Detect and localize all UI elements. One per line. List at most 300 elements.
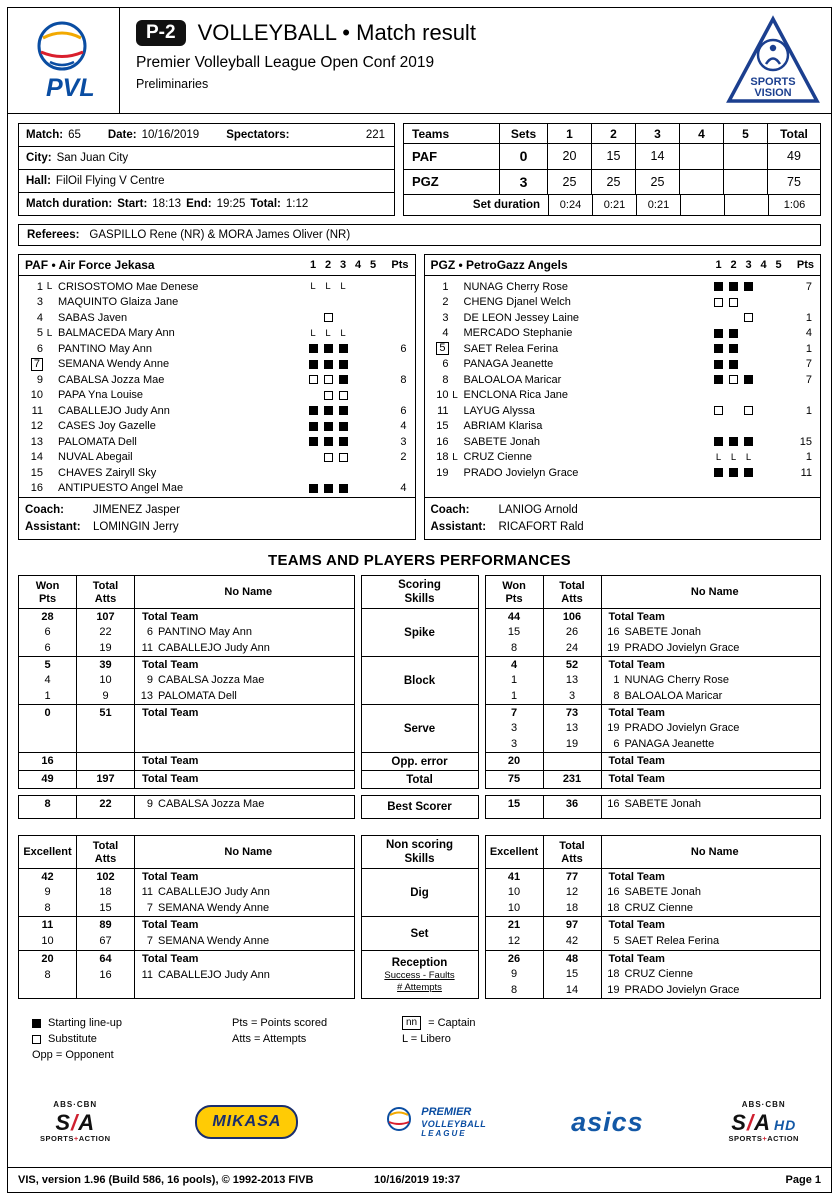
player-name: PALOMATA Dell xyxy=(58,435,137,448)
atts-value: 36 xyxy=(565,798,579,810)
set-mark xyxy=(741,313,756,322)
player-points: 1 xyxy=(805,311,812,324)
player-name: DE LEON Jessey Laine xyxy=(463,311,580,324)
player-row xyxy=(431,295,815,311)
total-points: 75 xyxy=(787,174,801,189)
set-mark: L xyxy=(325,281,331,293)
score-table xyxy=(403,123,821,216)
assistant-name: RICAFORT Rald xyxy=(498,520,584,533)
team-score-row xyxy=(404,170,820,196)
won-value: 1 xyxy=(510,674,518,687)
atts-column xyxy=(544,951,602,998)
player-row xyxy=(431,388,815,404)
won-value: 5 xyxy=(44,659,51,671)
starting-square xyxy=(729,329,738,338)
set-mark: L xyxy=(340,327,346,339)
start-value: 18:13 xyxy=(152,198,182,210)
player-number: 2 xyxy=(442,296,449,309)
sports-action-text xyxy=(40,1135,110,1144)
set-column-header: 2 xyxy=(730,259,737,271)
set-column-header: 5 xyxy=(369,259,377,271)
page-code-badge: P-2 xyxy=(136,20,186,46)
player-number: 4 xyxy=(36,311,43,324)
sa-hd-sports: SPORTS xyxy=(728,1133,763,1143)
starting-square xyxy=(309,406,318,415)
player-points: 7 xyxy=(805,373,812,386)
performances-title: TEAMS AND PLAYERS PERFORMANCES xyxy=(268,552,571,569)
perf-section xyxy=(19,608,354,656)
set-mark xyxy=(741,468,756,477)
set-marks xyxy=(306,313,381,322)
assistant-name: LOMINGIN Jerry xyxy=(93,520,179,533)
player-number: 9 xyxy=(146,798,153,810)
total-team-label: Total Team xyxy=(142,611,199,623)
set-mark: L xyxy=(730,451,737,463)
set-mark xyxy=(351,391,366,400)
name-cell xyxy=(602,952,821,967)
skill-cell xyxy=(362,704,478,752)
set-mark xyxy=(321,422,336,431)
legend-text: Atts = Attempts xyxy=(232,1033,307,1045)
player-number: 18 xyxy=(436,451,449,464)
atts-header xyxy=(77,576,135,608)
set-mark xyxy=(306,422,321,431)
set-mark xyxy=(306,406,321,415)
starting-square xyxy=(324,406,333,415)
name-cell xyxy=(602,689,821,704)
pvl-line-premier: PREMIER xyxy=(421,1105,472,1118)
player-number: 16 xyxy=(607,798,620,810)
header-line: Total xyxy=(92,839,119,852)
pvl-logo-graphic xyxy=(20,16,108,106)
won-value: 8 xyxy=(510,641,518,654)
perf-section xyxy=(486,796,821,818)
set-mark xyxy=(321,313,336,322)
player-number: 11 xyxy=(437,404,449,417)
substitute-square xyxy=(714,406,723,415)
asics-logo: asics xyxy=(571,1106,644,1137)
sponsor-logos xyxy=(18,1093,821,1151)
starting-square xyxy=(729,437,738,446)
starting-square xyxy=(324,360,333,369)
sa-s: S xyxy=(55,1109,72,1135)
sports-action-hd-text xyxy=(728,1135,798,1144)
won-column xyxy=(486,609,544,656)
match-info-box xyxy=(18,123,395,216)
start-label: Start: xyxy=(117,198,148,210)
player-number: 11 xyxy=(141,641,153,654)
atts-value: 106 xyxy=(562,611,582,623)
starting-square xyxy=(309,344,318,353)
libero-mark: L xyxy=(46,281,53,293)
skill-label: # Attempts xyxy=(397,981,442,993)
skill-label: Dig xyxy=(410,886,429,899)
won-column xyxy=(486,657,544,704)
coach-label: Assistant: xyxy=(430,520,487,533)
player-list xyxy=(425,276,821,497)
starting-square xyxy=(729,282,738,291)
sa-mark xyxy=(40,1110,110,1135)
set-mark xyxy=(321,344,336,353)
player-name: BALMACEDA Mary Ann xyxy=(58,327,175,340)
player-points: 8 xyxy=(400,373,407,386)
set-mark xyxy=(306,437,321,446)
hall-label: Hall: xyxy=(26,175,51,187)
sa-slash: / xyxy=(71,1109,79,1135)
set-mark xyxy=(726,406,741,415)
set-marks xyxy=(306,391,381,400)
starting-square xyxy=(339,484,348,493)
set-duration-value xyxy=(725,195,769,215)
atts-column xyxy=(77,753,135,770)
won-column xyxy=(19,771,77,788)
set-mark xyxy=(771,468,786,477)
non-scoring-skills-column xyxy=(361,835,479,999)
total-team-label: Total Team xyxy=(608,773,665,785)
player-number: 14 xyxy=(30,451,43,464)
name-cell xyxy=(602,967,821,982)
player-number: 7 xyxy=(146,901,153,914)
player-number: 8 xyxy=(442,373,449,386)
date-label: Date: xyxy=(107,129,137,141)
name-cell xyxy=(135,934,354,950)
header-line: No Name xyxy=(224,586,273,598)
won-value: 4 xyxy=(44,674,51,687)
sets-won: 0 xyxy=(500,144,548,169)
substitute-square xyxy=(729,298,738,307)
abscbn-hd-text: ABS·CBN xyxy=(741,1100,786,1110)
non-scoring-left-column xyxy=(18,835,355,999)
vis-version: VIS, version 1.96 (Build 586, 16 pools), © 1992-2013 FIVB xyxy=(18,1174,314,1186)
perf-header xyxy=(19,836,354,868)
player-name: MERCADO Stephanie xyxy=(463,327,573,340)
referees-label: Referees: xyxy=(27,229,80,241)
legend-item xyxy=(32,1015,232,1031)
won-value: 1 xyxy=(510,689,518,702)
sa-hd-slash: / xyxy=(746,1109,755,1135)
set-number-header: 4 xyxy=(680,124,724,143)
atts-value: 67 xyxy=(99,934,112,947)
player-name: CABALSA Jozza Mae xyxy=(158,798,265,810)
sa-hd-s: S xyxy=(731,1109,747,1135)
team-score-row xyxy=(404,144,820,170)
won-value: 1 xyxy=(44,689,51,702)
name-cell xyxy=(602,772,821,788)
sa-sports: SPORTS xyxy=(40,1133,74,1143)
player-row xyxy=(25,419,409,435)
player-number: 9 xyxy=(36,373,43,386)
set-mark xyxy=(306,313,321,322)
team-roster xyxy=(18,254,416,540)
set-score xyxy=(680,144,724,169)
set-mark xyxy=(741,329,756,338)
pvl-line-league: LEAGUE xyxy=(421,1128,467,1138)
won-value: 20 xyxy=(507,755,521,767)
set-mark xyxy=(771,437,786,446)
substitute-square xyxy=(309,375,318,384)
starting-square xyxy=(339,375,348,384)
starting-square xyxy=(714,468,723,477)
name-column xyxy=(602,796,821,818)
won-value: 3 xyxy=(510,722,518,735)
set-number-header: 5 xyxy=(724,124,768,143)
set-mark xyxy=(741,360,756,369)
atts-column xyxy=(544,771,602,788)
set-score: 14 xyxy=(636,144,680,169)
set-mark xyxy=(756,360,771,369)
won-column xyxy=(19,705,77,752)
set-number-header: 1 xyxy=(548,124,592,143)
set-mark xyxy=(366,484,381,493)
set-mark xyxy=(366,375,381,384)
starting-square xyxy=(714,360,723,369)
total-header: Total xyxy=(780,126,808,141)
legend-column-captain xyxy=(402,1015,476,1063)
set-mark xyxy=(756,313,771,322)
name-column xyxy=(135,705,354,752)
player-number: 19 xyxy=(607,722,620,735)
player-number: 9 xyxy=(146,674,153,687)
legend-item xyxy=(32,1031,232,1047)
coach-label: Coach: xyxy=(430,503,470,516)
city-value: San Juan City xyxy=(56,152,129,164)
name-cell xyxy=(135,673,354,688)
footer xyxy=(8,1167,831,1192)
set-mark xyxy=(366,344,381,353)
starting-square xyxy=(714,329,723,338)
match-info-line-2 xyxy=(19,147,394,170)
set-mark xyxy=(306,484,321,493)
player-number: 19 xyxy=(607,641,620,654)
substitute-square xyxy=(339,453,348,462)
sa-hd-a: A xyxy=(754,1109,771,1135)
won-value: 12 xyxy=(507,934,521,947)
name-column xyxy=(135,917,354,950)
won-value: 20 xyxy=(41,953,54,965)
total-team-label: Total Team xyxy=(608,707,665,719)
page-number: Page 1 xyxy=(785,1174,821,1186)
starting-square xyxy=(339,437,348,446)
name-header xyxy=(135,836,354,868)
won-value: 49 xyxy=(41,773,54,785)
set-marks xyxy=(306,484,381,493)
player-points: 1 xyxy=(805,451,812,464)
total-value: 1:12 xyxy=(285,198,309,210)
set-mark xyxy=(351,422,366,431)
player-row xyxy=(431,341,815,357)
name-column xyxy=(135,609,354,656)
won-column xyxy=(486,771,544,788)
scoring-left-column xyxy=(18,575,355,819)
atts-value: 19 xyxy=(565,737,579,750)
hall-value: FilOil Flying V Centre xyxy=(55,175,165,187)
won-value: 8 xyxy=(510,983,518,996)
set-mark xyxy=(336,313,351,322)
atts-value: 89 xyxy=(99,919,112,931)
player-points: 7 xyxy=(805,358,812,371)
won-value: 11 xyxy=(41,919,54,931)
name-cell xyxy=(602,934,821,950)
player-number: 10 xyxy=(30,389,43,402)
set-mark xyxy=(756,282,771,291)
starting-square xyxy=(744,468,753,477)
set-mark xyxy=(711,282,726,291)
set-column-header: 1 xyxy=(309,259,317,271)
player-number xyxy=(431,342,449,355)
player-row xyxy=(25,465,409,481)
name-column xyxy=(135,869,354,916)
substitute-square xyxy=(324,375,333,384)
perf-header xyxy=(486,576,821,608)
set-column-header: 2 xyxy=(324,259,332,271)
skill-label: Scoring xyxy=(398,579,441,591)
set-score: 25 xyxy=(548,170,592,195)
scoring-skills-column xyxy=(361,575,479,819)
player-row xyxy=(431,419,815,435)
legend-item xyxy=(402,1015,476,1031)
player-name: ANTIPUESTO Angel Mae xyxy=(58,482,184,495)
atts-column xyxy=(544,705,602,752)
set-mark xyxy=(351,344,366,353)
player-name: MAQUINTO Glaiza Jane xyxy=(58,296,179,309)
paf-scoring-table xyxy=(18,575,355,789)
set-mark xyxy=(336,484,351,493)
set-duration-value: 0:21 xyxy=(593,195,637,215)
set-mark xyxy=(366,281,381,292)
set-mark xyxy=(726,313,741,322)
header-line: Atts xyxy=(94,852,117,865)
total-team-label: Total Team xyxy=(142,773,199,785)
header-line: Excellent xyxy=(23,846,72,858)
paf-best-scorer xyxy=(18,795,355,819)
player-list xyxy=(19,276,415,497)
name-cell xyxy=(135,885,354,900)
set-mark xyxy=(756,375,771,384)
match-date: 10/16/2019 xyxy=(141,129,200,141)
header-line: No Name xyxy=(224,846,273,858)
set-mark xyxy=(366,313,381,322)
set-mark xyxy=(321,437,336,446)
name-cell xyxy=(135,754,354,770)
set-mark xyxy=(306,375,321,384)
starting-square xyxy=(714,344,723,353)
player-name: SAET Relea Ferina xyxy=(463,342,559,355)
set-mark xyxy=(711,298,726,307)
set-marks xyxy=(306,422,381,431)
match-number: 65 xyxy=(68,129,81,141)
player-number xyxy=(25,358,43,371)
set-marks xyxy=(711,375,786,384)
starting-lineup-square xyxy=(32,1019,41,1028)
atts-value: 97 xyxy=(565,919,579,931)
won-value: 15 xyxy=(507,626,521,639)
team-roster xyxy=(424,254,822,540)
set-mark xyxy=(711,344,726,353)
name-cell xyxy=(135,689,354,704)
atts-value: 10 xyxy=(99,674,112,687)
starting-square xyxy=(309,422,318,431)
set-mark xyxy=(771,298,786,307)
won-header xyxy=(486,576,544,608)
player-name: ABRIAM Klarisa xyxy=(463,420,543,433)
starting-square xyxy=(339,360,348,369)
set-mark xyxy=(306,360,321,369)
atts-value xyxy=(77,754,134,770)
sa-hd-plus: + xyxy=(762,1133,768,1143)
player-name: PANTINO May Ann xyxy=(58,342,152,355)
atts-column xyxy=(544,657,602,704)
starting-square xyxy=(324,484,333,493)
set-score: 25 xyxy=(592,170,636,195)
atts-value: 12 xyxy=(565,886,579,899)
player-number: 6 xyxy=(613,737,620,750)
abscbn-sa-hd-logo xyxy=(728,1100,798,1143)
set-column-header: 1 xyxy=(715,259,722,271)
player-row xyxy=(25,450,409,466)
captain-number: 7 xyxy=(31,358,43,371)
won-column xyxy=(19,796,77,818)
header-line: Pts xyxy=(38,592,57,605)
set-marks xyxy=(711,468,786,477)
player-name: CABALSA Jozza Mae xyxy=(158,674,265,687)
starting-square xyxy=(714,375,723,384)
set-column-header: 5 xyxy=(775,259,782,271)
atts-value: 3 xyxy=(568,689,576,702)
title-block xyxy=(120,8,715,113)
name-column xyxy=(602,771,821,788)
skill-cell xyxy=(362,608,478,656)
skill-cell xyxy=(362,836,478,868)
set-mark xyxy=(336,453,351,462)
set-mark xyxy=(711,313,726,322)
set-mark xyxy=(726,360,741,369)
atts-value: 48 xyxy=(565,953,579,965)
set-number-header: 3 xyxy=(636,124,680,143)
substitute-square xyxy=(324,391,333,400)
total-team-label: Total Team xyxy=(142,755,199,767)
atts-value: 24 xyxy=(565,641,579,654)
set-marks xyxy=(711,437,786,446)
coach-name: LANIOG Arnold xyxy=(498,503,578,516)
won-value: 9 xyxy=(510,968,518,981)
perf-section xyxy=(19,704,354,752)
set-marks xyxy=(711,313,786,322)
player-name: CASES Joy Gazelle xyxy=(58,420,156,433)
atts-value: 51 xyxy=(99,707,112,719)
set-duration-label: Set duration xyxy=(404,195,549,215)
non-scoring-right-column xyxy=(485,835,822,999)
player-number: 3 xyxy=(36,296,43,309)
sports-vision-text-2: VISION xyxy=(754,86,792,99)
set-duration-value: 0:21 xyxy=(637,195,681,215)
set-mark xyxy=(756,298,771,307)
spectators-count: 221 xyxy=(365,129,385,141)
set-mark xyxy=(351,360,366,369)
atts-column xyxy=(544,753,602,770)
roster-header xyxy=(19,255,415,276)
perf-section xyxy=(19,950,354,998)
set-column-header: 4 xyxy=(354,259,362,271)
set-mark xyxy=(351,406,366,415)
set-mark xyxy=(321,484,336,493)
player-name: SABETE Jonah xyxy=(463,435,540,448)
player-points: 15 xyxy=(799,435,812,448)
player-number: 10 xyxy=(436,389,449,402)
player-points: 7 xyxy=(805,280,812,293)
atts-value: 22 xyxy=(99,626,112,639)
coach-row xyxy=(431,501,815,518)
won-column xyxy=(19,869,77,916)
